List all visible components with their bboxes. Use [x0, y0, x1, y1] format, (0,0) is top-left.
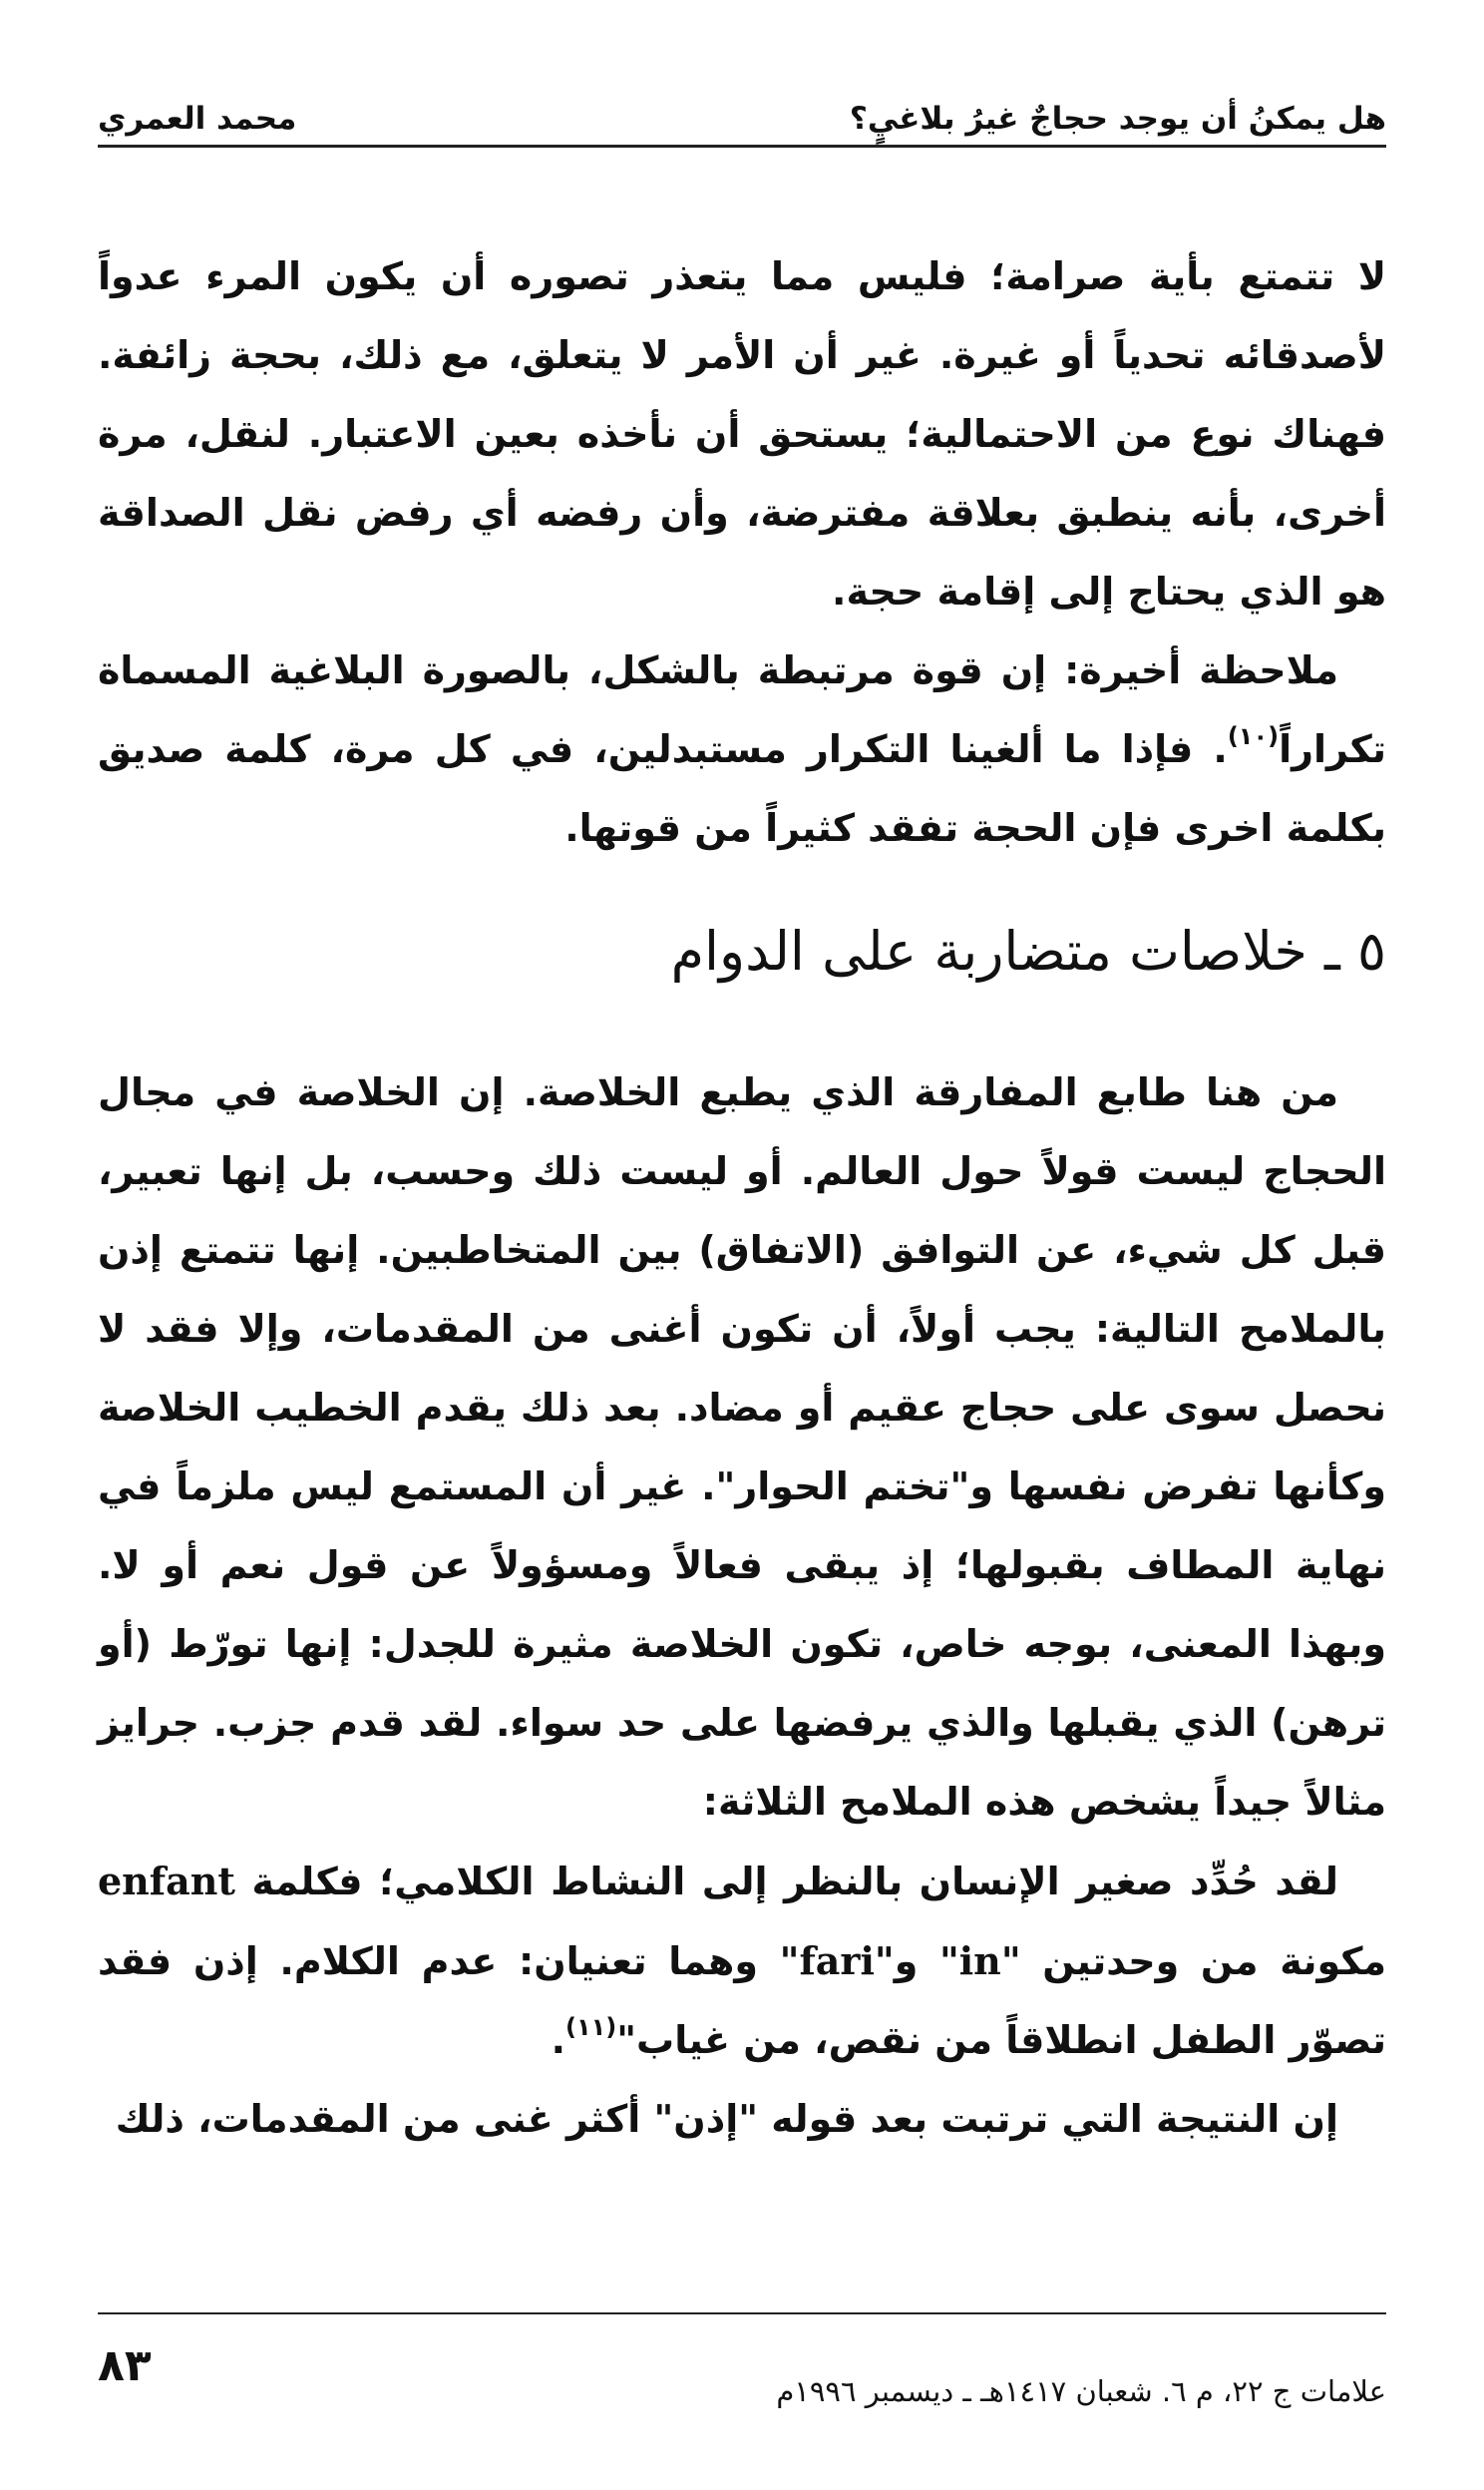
- header-author: محمد العمري: [98, 101, 297, 137]
- section-heading: ٥ ـ خلاصات متضاربة على الدوام: [670, 920, 1386, 983]
- paragraph-4-text-b: مكونة من وحدتين ": [1000, 1939, 1386, 1983]
- paragraph-4-text-e: .: [551, 2018, 566, 2062]
- paragraph-4-text-c: " و": [874, 1939, 959, 1983]
- running-header: [98, 88, 1386, 148]
- paragraph-2: [98, 631, 1386, 868]
- article-body: [98, 237, 1386, 2159]
- page-footer: [98, 2312, 1386, 2422]
- latin-word-fari: fari: [799, 1938, 875, 1983]
- latin-word-enfant: enfant: [98, 1859, 235, 1903]
- footnote-ref-11[interactable]: (١١): [565, 2013, 617, 2041]
- paragraph-4-text-d: " وهما تعنيان: عدم الكلام. إذن فقد تصوّر الطفل انطلاقاً من نقص، من غياب": [98, 1939, 1386, 2062]
- paragraph-4-text-a: لقد حُدِّد صغير الإنسان بالنظر إلى النشاط الكلامي؛ فكلمة: [251, 1860, 1338, 1903]
- journal-info: علامات ج ٢٢، م ٦. شعبان ١٤١٧هـ ـ ديسمبر ١٩٩٦م: [776, 2374, 1386, 2408]
- paragraph-2-text-b: . فإذا ما ألغينا التكرار مستبدلين، في كل مرة، كلمة صديق بكلمة اخرى فإن الحجة تفقد كثيراً من قوتها.: [98, 727, 1386, 850]
- paragraph-2-text-a: ملاحظة أخيرة: إن قوة مرتبطة بالشكل، بالصورة البلاغية المسماة تكراراً: [98, 648, 1386, 771]
- paragraph-3: من هنا طابع المفارقة الذي يطبع الخلاصة. إن الخلاصة في مجال الحجاج ليست قولاً حول العالم. أو ليست ذلك وحسب، بل إنها تعبير، قبل كل شيء، عن التوافق (الاتفاق) بين المتخاطبين. إنها تتمتع إذن بالملامح التالية: يجب أولاً، أن تكون أغنى من المقدمات، وإلا فقد لا نحصل سوى على حجاج عقيم أو مضاد. بعد ذلك يقدم الخطيب الخلاصة وكأنها تفرض نفسها و"تختم الحوار". غير أن المستمع ليس ملزماً في نهاية المطاف بقبولها؛ إذ يبقى فعالاً ومسؤولاً عن قول نعم أو لا. وبهذا المعنى، بوجه خاص، تكون الخلاصة مثيرة للجدل: إنها تورّط (أو ترهن) الذي يقبلها والذي يرفضها على حد سواء. لقد قدم جزب. جرايز مثالاً جيداً يشخص هذه الملامح الثلاثة:: [98, 1070, 1386, 1824]
- paragraph-5: إن النتيجة التي ترتبت بعد قوله "إذن" أكثر غنى من المقدمات، ذلك: [115, 2097, 1338, 2141]
- header-title: هل يمكنُ أن يوجد حجاجٌ غيرُ بلاغيٍ؟: [849, 101, 1386, 137]
- footnote-ref-10[interactable]: (١٠): [1227, 722, 1280, 750]
- page-number: ٨٣: [98, 2340, 152, 2391]
- latin-word-in: in: [958, 1938, 1001, 1983]
- paragraph-4-quote: [98, 1842, 1386, 2080]
- paragraph-1: لا تتمتع بأية صرامة؛ فليس مما يتعذر تصوره أن يكون المرء عدواً لأصدقائه تحدياً أو غيرة. غير أن الأمر لا يتعلق، مع ذلك، بحجة زائفة. فهناك نوع من الاحتمالية؛ يستحق أن نأخذه بعين الاعتبار. لنقل، مرة أخرى، بأنه ينطبق بعلاقة مفترضة، وأن رفضه أي رفض نقل الصداقة هو الذي يحتاج إلى إقامة حجة.: [98, 254, 1386, 614]
